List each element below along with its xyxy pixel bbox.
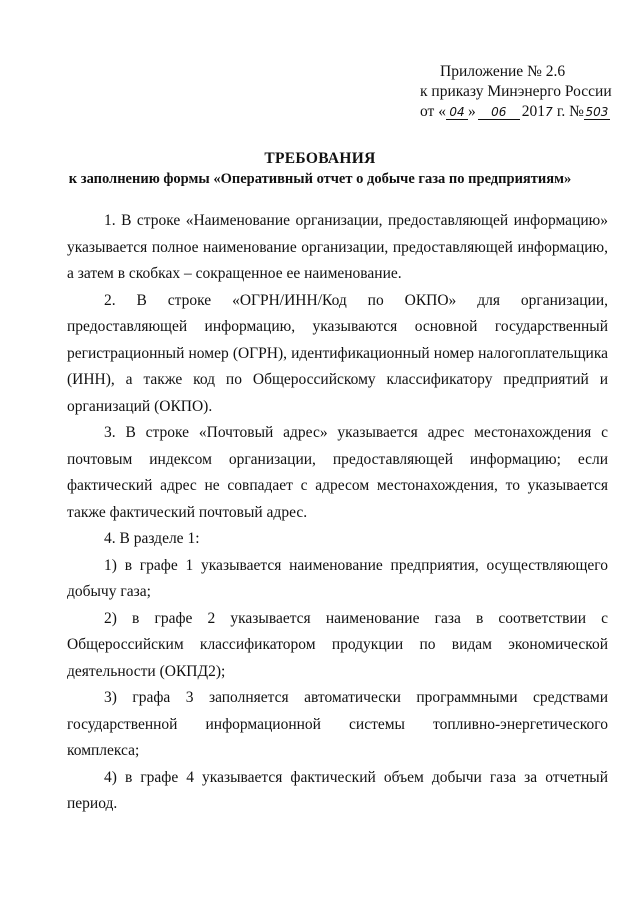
handwritten-day: 04 <box>446 105 468 120</box>
year-suffix: г. № <box>552 103 584 120</box>
title-subheading: к заполнению формы «Оперативный отчет о добыче газа по предприятиям» <box>68 171 572 187</box>
handwritten-year-digit: 7 <box>545 105 553 119</box>
paragraph-4-2: 2) в графе 2 указывается наименование газа в соответствии с Общероссийским классификатором продукции по видам экономической деятельности (ОКПД2); <box>67 609 608 680</box>
date-prefix: от « <box>420 103 446 120</box>
document-body <box>67 208 608 818</box>
appendix-order-ref: к приказу Минэнерго России <box>420 83 612 100</box>
title-heading: ТРЕБОВАНИЯ <box>264 150 376 167</box>
paragraph-4-3: 3) графа 3 заполняется автоматически программными средствами государственной информационной системы топливно-энергетического комплекса; <box>67 689 608 759</box>
handwritten-order-number: 503 <box>585 105 609 119</box>
paragraph-1: 1. В строке «Наименование организации, предоставляющей информацию» указывается полное наименование организации, предоставляющей информацию, а затем в скобках – сокращенное ее наименование. <box>67 212 608 282</box>
paragraph-4-1: 1) в графе 1 указывается наименование предприятия, осуществляющего добычу газа; <box>67 556 608 600</box>
handwritten-month: 06 <box>478 105 520 120</box>
appendix-header <box>420 62 620 122</box>
paragraph-3: 3. В строке «Почтовый адрес» указывается адрес местонахождения с почтовым индексом организации, предоставляющей информацию; если фактический адрес не совпадает с адресом местонахождения, то указывается также фактический почтовый адрес. <box>67 424 608 521</box>
appendix-date-line <box>420 102 620 122</box>
paragraph-4-4: 4) в графе 4 указывается фактический объем добычи газа за отчетный период. <box>67 768 608 812</box>
document-title <box>0 148 640 190</box>
date-mid: » <box>467 103 476 120</box>
appendix-number: Приложение № 2.6 <box>440 63 566 80</box>
year-prefix: 201 <box>521 103 545 120</box>
paragraph-2: 2. В строке «ОГРН/ИНН/Код по ОКПО» для организации, предоставляющей информацию, указываются основной государственный регистрационный номер (ОГРН), идентификационный номер налогоплательщика (ИНН), а также код по Общероссийскому классификатору предприятий и организаций (ОКПО). <box>67 291 608 415</box>
paragraph-4: 4. В разделе 1: <box>104 530 200 547</box>
